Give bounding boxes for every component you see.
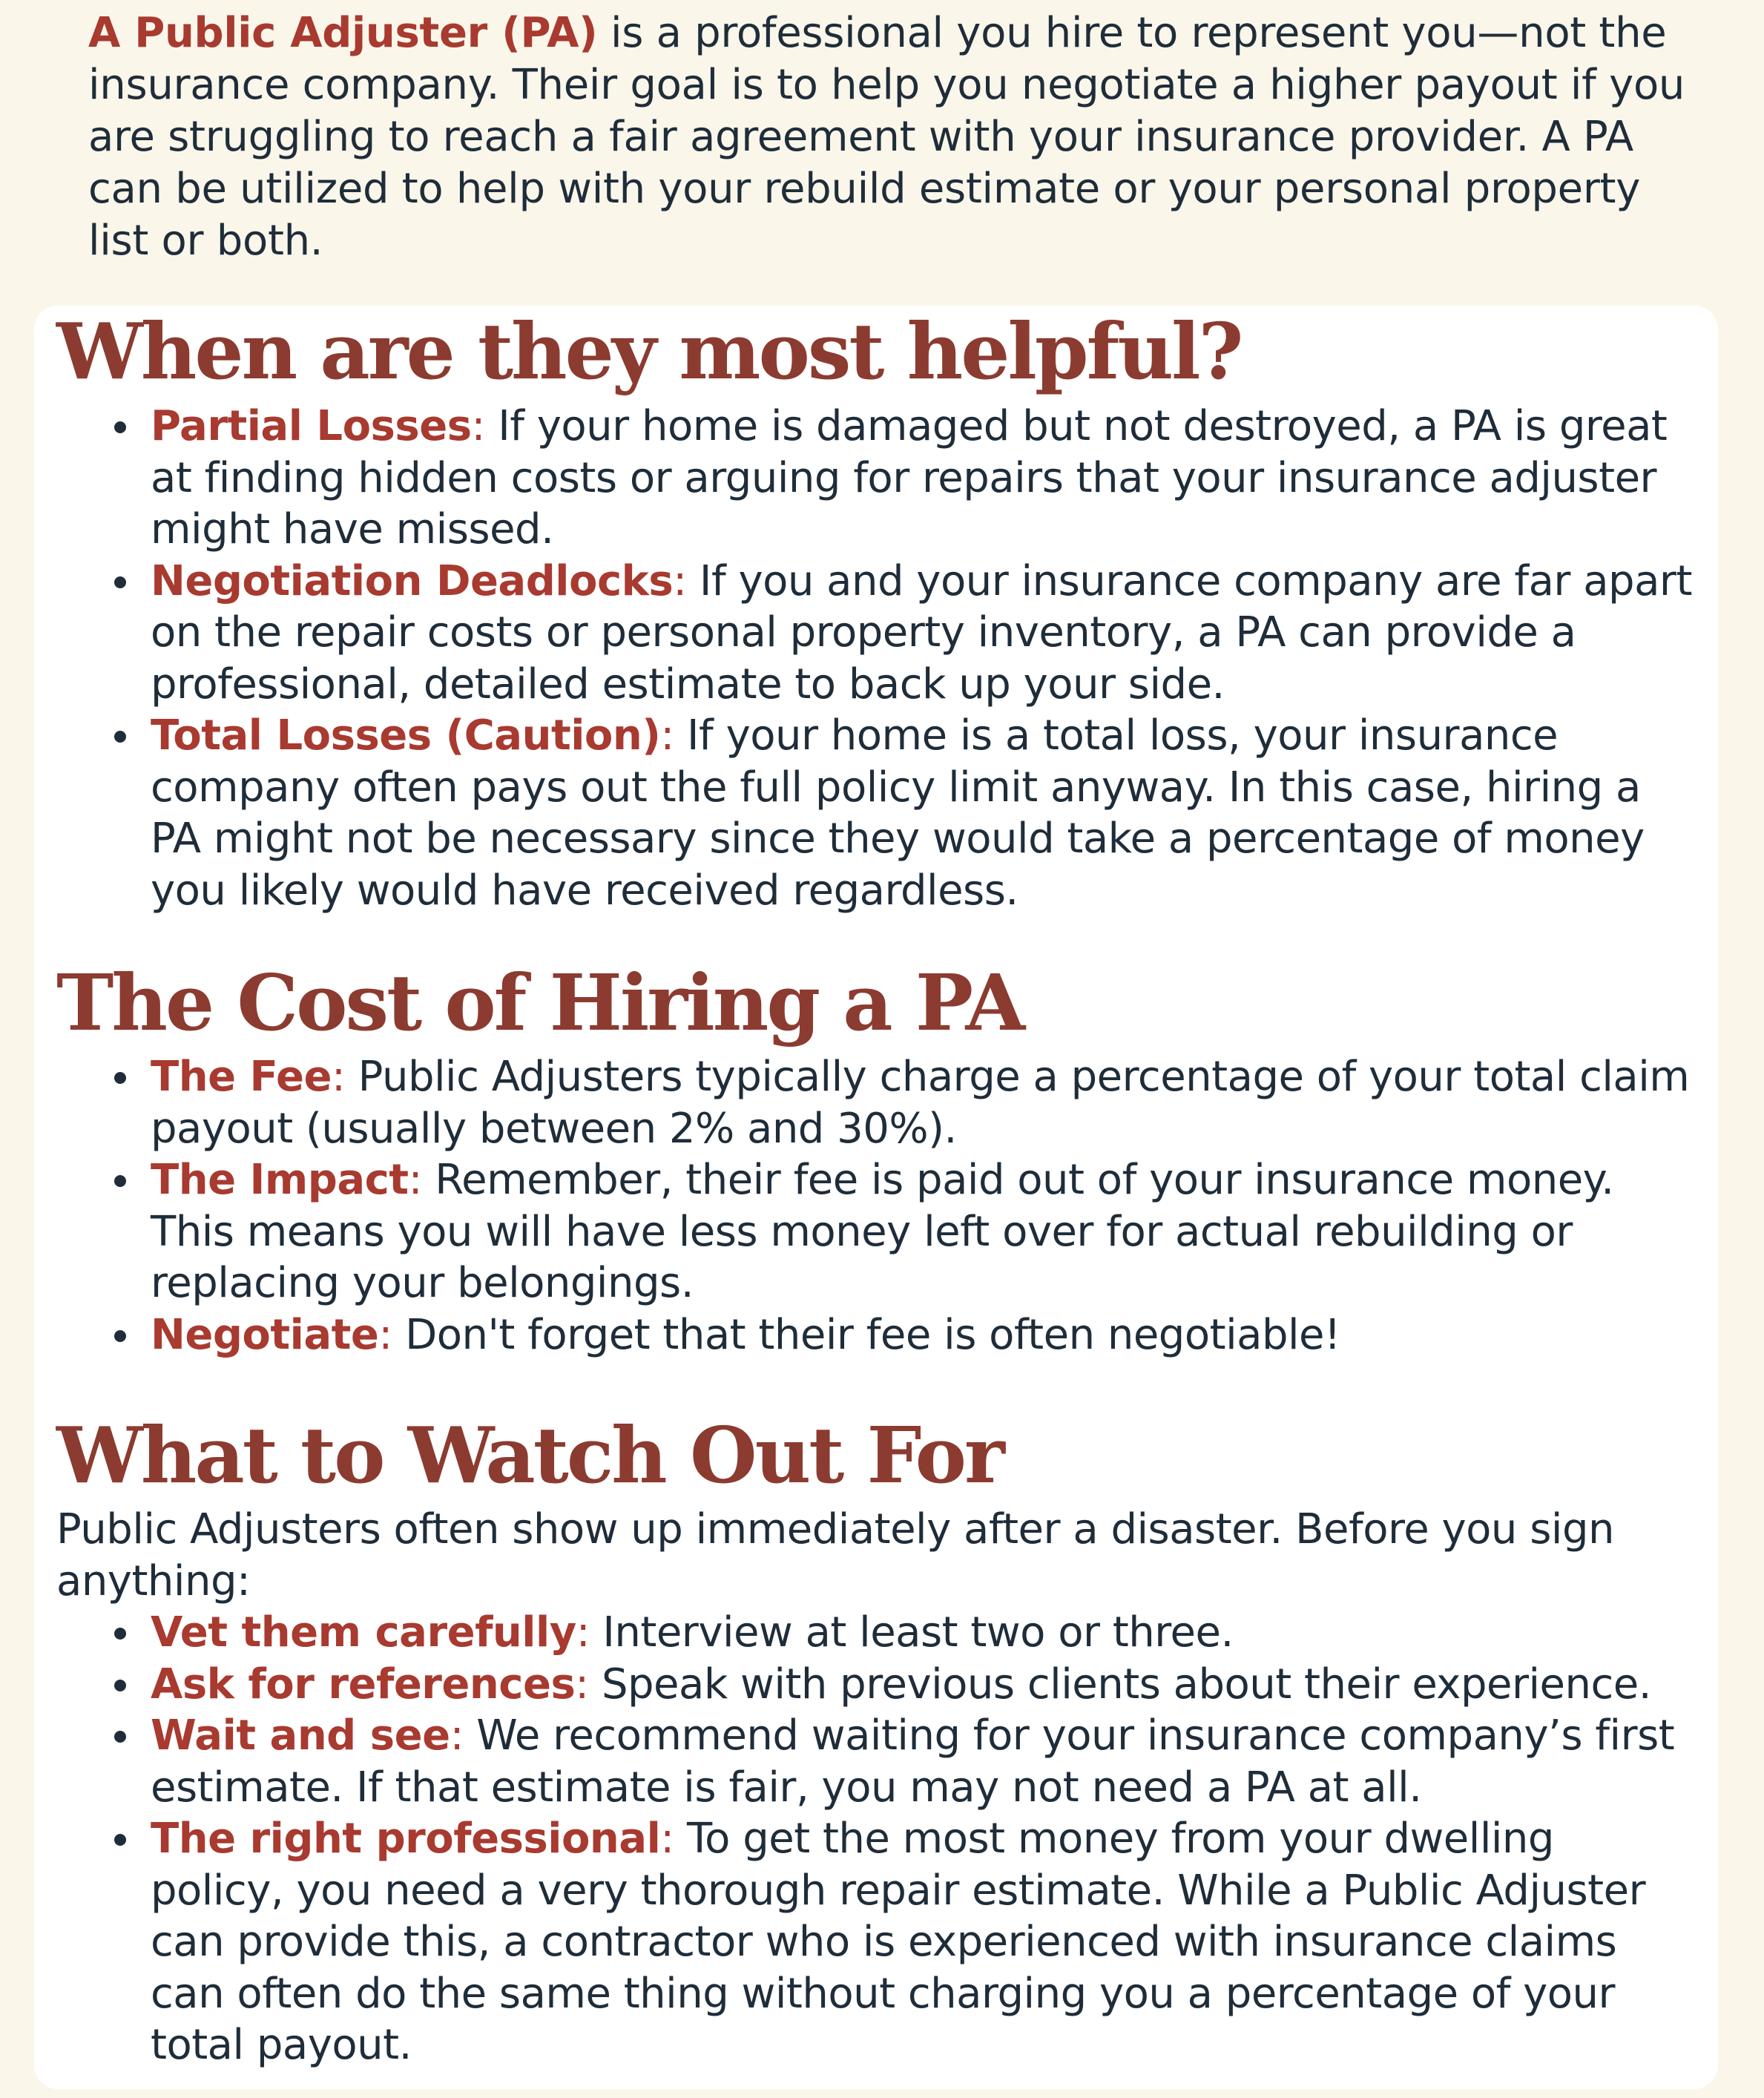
item-colon: : bbox=[660, 711, 674, 760]
item-colon: : bbox=[471, 402, 485, 450]
bullet-dot bbox=[114, 1072, 126, 1084]
item-text: We recommend waiting for your insurance company’s first estimate. If that estimate is fair, you may not need a PA at all. bbox=[151, 1711, 1675, 1812]
item-text: Public Adjusters typically charge a percentage of your total claim payout (usually between 2% and 30%). bbox=[151, 1053, 1690, 1153]
item-text: If your home is a total loss, your insurance company often pays out the full policy limit anyway. In this case, hiring a PA might not be necessary since they would take a percentage of money you likely would have received regardless. bbox=[151, 711, 1645, 915]
helpful-list bbox=[56, 401, 1696, 916]
item-colon: : bbox=[576, 1608, 590, 1657]
item-colon: : bbox=[660, 1815, 674, 1863]
item-text: If your home is damaged but not destroyed, a PA is great at finding hidden costs or arguing for repairs that your insurance adjuster might have missed. bbox=[151, 402, 1668, 553]
bullet-dot bbox=[114, 731, 126, 743]
item-term: Total Losses (Caution) bbox=[151, 711, 661, 760]
list-item bbox=[56, 1154, 1696, 1309]
item-colon: : bbox=[450, 1711, 464, 1760]
item-term: Ask for references bbox=[151, 1660, 576, 1709]
item-text: Don't forget that their fee is often negotiable! bbox=[392, 1310, 1340, 1359]
item-term: The right professional bbox=[151, 1815, 661, 1863]
item-text: Speak with previous clients about their experience. bbox=[588, 1660, 1652, 1709]
list-item bbox=[56, 1813, 1696, 2071]
watch-intro: Public Adjusters often show up immediately after a disaster. Before you sign anything: bbox=[56, 1505, 1614, 1605]
bullet-dot bbox=[114, 1731, 126, 1743]
bullet-dot bbox=[114, 1330, 126, 1342]
bullet-dot bbox=[114, 1628, 126, 1640]
item-colon: : bbox=[673, 556, 687, 605]
list-item bbox=[56, 1309, 1696, 1361]
item-term: Negotiation Deadlocks bbox=[151, 556, 674, 605]
intro-text: is a professional you hire to represent you—not the insurance company. Their goal is to help you negotiate a higher payout if you are struggling to reach a fair agreement with your insurance provider. A PA can be utilized to help with your rebuild estimate or your personal property list or both. bbox=[88, 9, 1685, 265]
item-term: The Impact bbox=[151, 1156, 409, 1204]
cost-list bbox=[56, 1051, 1696, 1361]
item-term: Vet them carefully bbox=[151, 1608, 576, 1657]
item-colon: : bbox=[378, 1310, 392, 1359]
section-title-cost: The Cost of Hiring a PA bbox=[56, 957, 1024, 1048]
list-item bbox=[56, 710, 1696, 916]
item-term: Wait and see bbox=[151, 1711, 450, 1760]
item-colon: : bbox=[408, 1156, 422, 1204]
section-title-helpful: When are they most helpful? bbox=[56, 306, 1242, 397]
item-colon: : bbox=[575, 1660, 589, 1709]
item-text: If you and your insurance company are far apart on the repair costs or personal property inventory, a PA can provide a professional, detailed estimate to back up your side. bbox=[151, 556, 1692, 708]
watch-list bbox=[56, 1607, 1696, 2071]
info-card bbox=[34, 306, 1718, 2089]
item-text: Interview at least two or three. bbox=[590, 1608, 1234, 1657]
item-term: The Fee bbox=[151, 1053, 332, 1101]
item-text: To get the most money from your dwelling policy, you need a very thorough repair estimate. While a Public Adjuster can provide this, a contractor who is experienced with insurance claims can often do the same thing without charging you a percentage of your total payout. bbox=[151, 1815, 1646, 2069]
section-title-watch: What to Watch Out For bbox=[56, 1410, 1003, 1501]
intro-paragraph bbox=[88, 7, 1705, 267]
intro-term: A Public Adjuster (PA) bbox=[88, 9, 598, 57]
item-term: Negotiate bbox=[151, 1310, 379, 1359]
bullet-dot bbox=[114, 1175, 126, 1187]
list-item bbox=[56, 1607, 1696, 1659]
list-item bbox=[56, 401, 1696, 556]
item-term: Partial Losses bbox=[151, 402, 472, 450]
bullet-dot bbox=[114, 1680, 126, 1691]
bullet-dot bbox=[114, 576, 126, 588]
list-item bbox=[56, 1051, 1696, 1154]
bullet-dot bbox=[114, 1834, 126, 1846]
list-item bbox=[56, 1710, 1696, 1813]
item-colon: : bbox=[332, 1053, 346, 1101]
list-item bbox=[56, 1659, 1696, 1711]
item-text: Remember, their fee is paid out of your insurance money. This means you will have less money left over for actual rebuilding or replacing your belongings. bbox=[151, 1156, 1614, 1307]
bullet-dot bbox=[114, 421, 126, 433]
list-item bbox=[56, 556, 1696, 711]
